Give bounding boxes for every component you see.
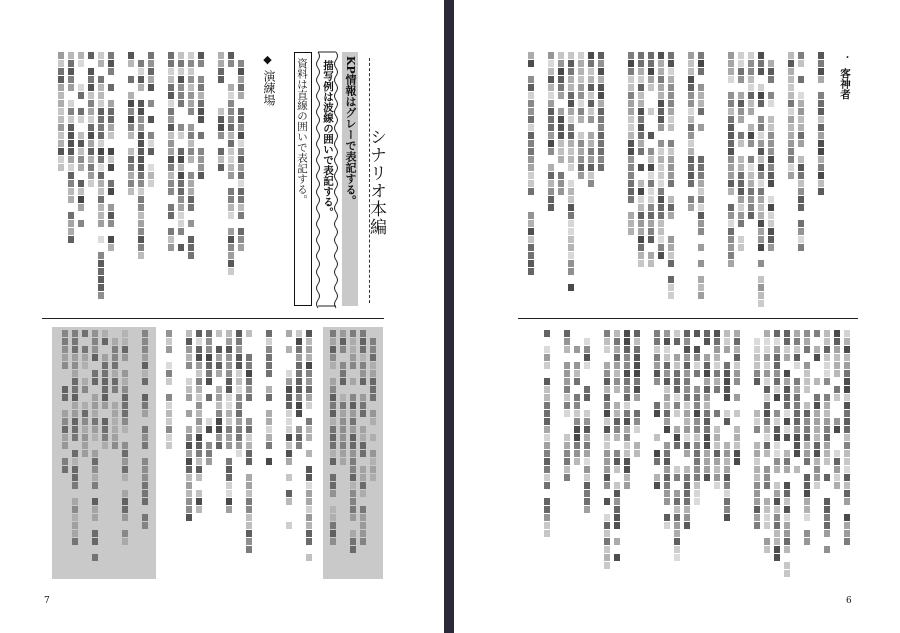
left-page [0,0,444,633]
kp-info-legend: KP情報はグレーで表記する。 [344,56,357,206]
right-page [454,0,900,633]
obscured-text-upper [58,52,248,306]
obscured-kp-text-left [56,330,152,576]
location-heading: 演練場 [262,70,276,106]
obscured-kp-text-right [326,330,380,576]
bullet-diamond-icon: ◆ [261,53,274,66]
page-number-left: 7 [44,596,50,606]
column-divider-right [518,318,858,319]
obscured-text-lower-right [542,330,854,576]
description-legend: 描写例は波線の囲いで表記する。 [322,60,334,218]
obscured-text-upper-right [516,52,828,306]
materials-legend: 資料は直線の囲いで表記する。 [296,58,308,205]
column-divider [42,318,384,319]
heading-marker: ・ [840,52,851,62]
obscured-text-lower [166,330,316,576]
page-number-right: 6 [846,596,852,606]
book-spine [444,0,454,633]
section-title: シナリオ本編 [366,128,386,236]
chapter-heading: 客神者 [839,68,851,100]
